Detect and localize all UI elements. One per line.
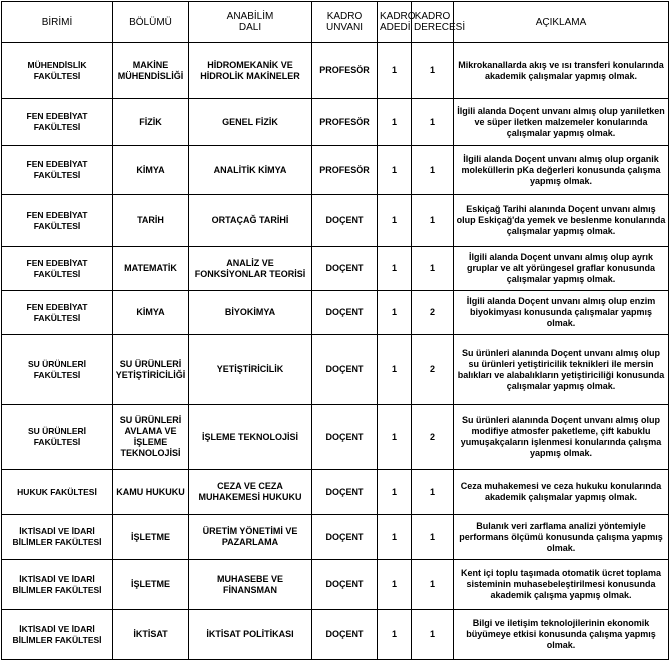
header-kadro-derecesi-line2: DERECESİ bbox=[414, 22, 466, 33]
cell-kadro-unvani: PROFESÖR bbox=[312, 43, 378, 99]
cell-aciklama: Kent içi toplu taşımada otomatik ücret toplama sisteminin muhasebeleştirilmesi konusunda akademik çalışma yapmış olmak. bbox=[454, 560, 669, 610]
cell-kadro-derecesi: 2 bbox=[412, 291, 454, 335]
cell-bolumu: KİMYA bbox=[113, 291, 189, 335]
cell-anabilim: GENEL FİZİK bbox=[189, 99, 312, 146]
cell-kadro-unvani: DOÇENT bbox=[312, 470, 378, 515]
header-anabilim bbox=[189, 2, 312, 43]
cell-birimi: SU ÜRÜNLERİ FAKÜLTESİ bbox=[2, 405, 113, 470]
cell-kadro-derecesi: 1 bbox=[412, 515, 454, 560]
cell-bolumu: İŞLETME bbox=[113, 560, 189, 610]
cell-kadro-derecesi: 1 bbox=[412, 247, 454, 291]
cell-anabilim: ANALİZ VE FONKSİYONLAR TEORİSİ bbox=[189, 247, 312, 291]
cell-birimi: FEN EDEBİYAT FAKÜLTESİ bbox=[2, 195, 113, 247]
header-birimi: BİRİMİ bbox=[2, 2, 113, 43]
cell-kadro-adedi: 1 bbox=[378, 405, 412, 470]
cell-kadro-derecesi: 1 bbox=[412, 195, 454, 247]
cell-aciklama: Ceza muhakemesi ve ceza hukuku konularında akademik çalışmalar yapmış olmak. bbox=[454, 470, 669, 515]
cell-aciklama: Su ürünleri alanında Doçent unvanı almış olup modifiye atmosfer paketleme, çift kabuklu yumuşakçaların işlenmesi konularında çalışma yapmış olmak. bbox=[454, 405, 669, 470]
table-row bbox=[2, 335, 669, 405]
table-row bbox=[2, 43, 669, 99]
cell-anabilim: BİYOKİMYA bbox=[189, 291, 312, 335]
table-row bbox=[2, 195, 669, 247]
table-row bbox=[2, 291, 669, 335]
cell-kadro-derecesi: 1 bbox=[412, 99, 454, 146]
cell-bolumu: MATEMATİK bbox=[113, 247, 189, 291]
cell-kadro-derecesi: 1 bbox=[412, 43, 454, 99]
cell-bolumu: TARİH bbox=[113, 195, 189, 247]
cell-kadro-derecesi: 2 bbox=[412, 335, 454, 405]
cell-aciklama: İlgili alanda Doçent unvanı almış olup organik moleküllerin pKa değerleri konusunda çalışma yapmış olmak. bbox=[454, 146, 669, 195]
cell-kadro-adedi: 1 bbox=[378, 146, 412, 195]
table-row bbox=[2, 470, 669, 515]
cell-kadro-derecesi: 1 bbox=[412, 610, 454, 660]
cell-kadro-unvani: PROFESÖR bbox=[312, 99, 378, 146]
table-row bbox=[2, 560, 669, 610]
cell-kadro-adedi: 1 bbox=[378, 291, 412, 335]
cell-kadro-adedi: 1 bbox=[378, 470, 412, 515]
cell-birimi: İKTİSADİ VE İDARİ BİLİMLER FAKÜLTESİ bbox=[2, 610, 113, 660]
cell-anabilim: YETİŞTİRİCİLİK bbox=[189, 335, 312, 405]
cell-kadro-unvani: DOÇENT bbox=[312, 515, 378, 560]
cell-kadro-unvani: DOÇENT bbox=[312, 247, 378, 291]
cell-kadro-adedi: 1 bbox=[378, 610, 412, 660]
cell-anabilim: MUHASEBE VE FİNANSMAN bbox=[189, 560, 312, 610]
header-kadro-adedi-line1: KADRO bbox=[380, 11, 416, 22]
cell-aciklama: İlgili alanda Doçent unvanı almış olup enzim biyokimyası konusunda çalışmalar yapmış olmak. bbox=[454, 291, 669, 335]
cell-anabilim: HİDROMEKANİK VE HİDROLİK MAKİNELER bbox=[189, 43, 312, 99]
cell-birimi: İKTİSADİ VE İDARİ BİLİMLER FAKÜLTESİ bbox=[2, 515, 113, 560]
cell-kadro-unvani: DOÇENT bbox=[312, 560, 378, 610]
cell-kadro-unvani: DOÇENT bbox=[312, 610, 378, 660]
cell-bolumu: MAKİNE MÜHENDİSLİĞİ bbox=[113, 43, 189, 99]
cell-bolumu: SU ÜRÜNLERİ AVLAMA VE İŞLEME TEKNOLOJİSİ bbox=[113, 405, 189, 470]
cell-kadro-unvani: DOÇENT bbox=[312, 335, 378, 405]
cell-anabilim: İŞLEME TEKNOLOJİSİ bbox=[189, 405, 312, 470]
header-anabilim-line2: DALI bbox=[238, 22, 262, 33]
cell-bolumu: FİZİK bbox=[113, 99, 189, 146]
cell-birimi: MÜHENDİSLİK FAKÜLTESİ bbox=[2, 43, 113, 99]
cell-birimi: FEN EDEBİYAT FAKÜLTESİ bbox=[2, 291, 113, 335]
cell-kadro-unvani: DOÇENT bbox=[312, 195, 378, 247]
cell-kadro-derecesi: 2 bbox=[412, 405, 454, 470]
cell-bolumu: KAMU HUKUKU bbox=[113, 470, 189, 515]
cell-kadro-adedi: 1 bbox=[378, 195, 412, 247]
cell-anabilim: ORTAÇAĞ TARİHİ bbox=[189, 195, 312, 247]
cell-kadro-derecesi: 1 bbox=[412, 146, 454, 195]
cell-kadro-unvani: DOÇENT bbox=[312, 405, 378, 470]
cell-kadro-adedi: 1 bbox=[378, 515, 412, 560]
header-aciklama: AÇIKLAMA bbox=[454, 2, 669, 43]
header-bolumu: BÖLÜMÜ bbox=[113, 2, 189, 43]
cell-aciklama: Mikrokanallarda akış ve ısı transferi konularında akademik çalışmalar yapmış olmak. bbox=[454, 43, 669, 99]
cell-kadro-adedi: 1 bbox=[378, 560, 412, 610]
cell-birimi: SU ÜRÜNLERİ FAKÜLTESİ bbox=[2, 335, 113, 405]
cell-anabilim: CEZA VE CEZA MUHAKEMESİ HUKUKU bbox=[189, 470, 312, 515]
cell-anabilim: İKTİSAT POLİTİKASI bbox=[189, 610, 312, 660]
cell-aciklama: İlgili alanda Doçent unvanı almış olup ayrık gruplar ve alt yörüngesel graflar konusunda çalışmalar yapmış olmak. bbox=[454, 247, 669, 291]
header-kadro-adedi bbox=[378, 2, 416, 43]
header-kadro-adedi-line2: ADEDİ bbox=[380, 22, 411, 33]
cell-aciklama: Bilgi ve iletişim teknolojilerinin ekonomik büyümeye etkisi konusunda çalışma yapmış olmak. bbox=[454, 610, 669, 660]
table-row bbox=[2, 405, 669, 470]
cell-kadro-adedi: 1 bbox=[378, 335, 412, 405]
cell-bolumu: KİMYA bbox=[113, 146, 189, 195]
header-anabilim-line1: ANABİLİM bbox=[226, 11, 274, 22]
table-row bbox=[2, 610, 669, 660]
table-body bbox=[2, 43, 669, 660]
table-row bbox=[2, 247, 669, 291]
cell-kadro-unvani: DOÇENT bbox=[312, 291, 378, 335]
table-row bbox=[2, 99, 669, 146]
cell-aciklama: İlgili alanda Doçent unvanı almış olup yarıiletken ve süper iletken malzemeler konularında çalışmalar yapmış olmak. bbox=[454, 99, 669, 146]
header-row bbox=[2, 2, 669, 43]
cell-birimi: HUKUK FAKÜLTESİ bbox=[2, 470, 113, 515]
cell-kadro-derecesi: 1 bbox=[412, 560, 454, 610]
header-kadro-unvani: KADRO UNVANI bbox=[312, 2, 378, 43]
table-row bbox=[2, 515, 669, 560]
cell-birimi: İKTİSADİ VE İDARİ BİLİMLER FAKÜLTESİ bbox=[2, 560, 113, 610]
kadro-table bbox=[1, 1, 669, 660]
cell-kadro-adedi: 1 bbox=[378, 247, 412, 291]
cell-aciklama: Eskiçağ Tarihi alanında Doçent unvanı almış olup Eskiçağ'da yemek ve beslenme konularında çalışmalar yapmış olmak. bbox=[454, 195, 669, 247]
cell-bolumu: İŞLETME bbox=[113, 515, 189, 560]
cell-anabilim: ÜRETİM YÖNETİMİ VE PAZARLAMA bbox=[189, 515, 312, 560]
cell-aciklama: Bulanık veri zarflama analizi yöntemiyle performans ölçümü konusunda çalışma yapmış olmak. bbox=[454, 515, 669, 560]
cell-anabilim: ANALİTİK KİMYA bbox=[189, 146, 312, 195]
cell-bolumu: İKTİSAT bbox=[113, 610, 189, 660]
cell-kadro-adedi: 1 bbox=[378, 43, 412, 99]
cell-bolumu: SU ÜRÜNLERİ YETİŞTİRİCİLİĞİ bbox=[113, 335, 189, 405]
cell-kadro-adedi: 1 bbox=[378, 99, 412, 146]
header-kadro-derecesi bbox=[412, 2, 466, 43]
header-kadro-derecesi-line1: KADRO bbox=[414, 11, 451, 22]
cell-kadro-derecesi: 1 bbox=[412, 470, 454, 515]
cell-birimi: FEN EDEBİYAT FAKÜLTESİ bbox=[2, 247, 113, 291]
cell-aciklama: Su ürünleri alanında Doçent unvanı almış olup su ürünleri yetiştiricilik teknikleri ile mersin balıkları ve alabalıkların yetiştiriciliği konusunda çalışmalar yapmış olmak. bbox=[454, 335, 669, 405]
table-row bbox=[2, 146, 669, 195]
cell-birimi: FEN EDEBİYAT FAKÜLTESİ bbox=[2, 99, 113, 146]
cell-birimi: FEN EDEBİYAT FAKÜLTESİ bbox=[2, 146, 113, 195]
cell-kadro-unvani: PROFESÖR bbox=[312, 146, 378, 195]
